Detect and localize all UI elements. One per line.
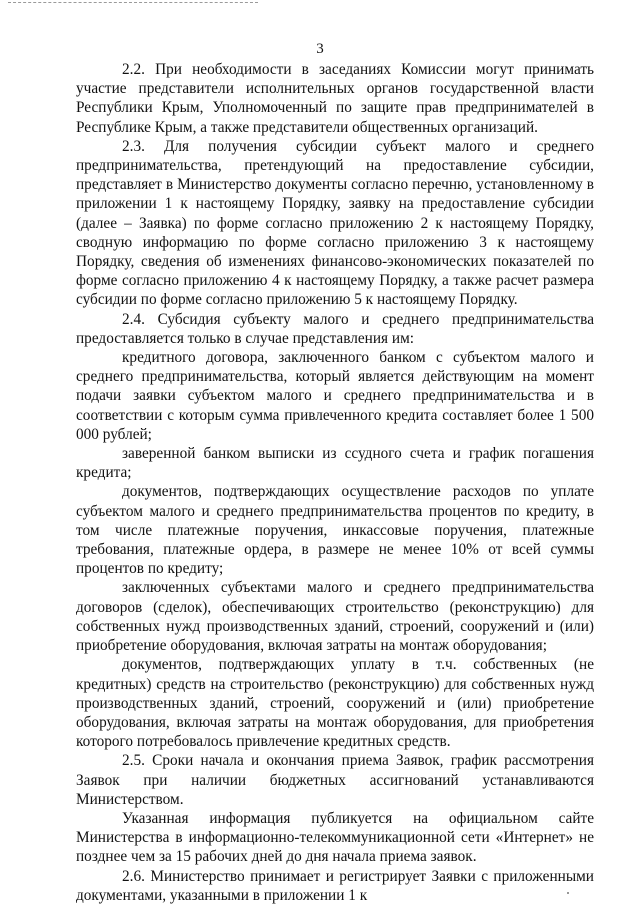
paragraph-2-2: 2.2. При необходимости в заседаниях Комиссии могут принимать участие представители исполнительных органов государственной власти Республики Крым, Уполномоченный по защите прав предпринимателей в Республике Крым, а также представители общественных организаций. <box>76 61 594 136</box>
list-item-credit-agreement: кредитного договора, заключенного банком с субъектом малого и среднего предпринимательства, который является действующим на момент подачи заявки субъектом малого и среднего предпринимательства и в соответствии с которым сумма привлеченного кредита составляет более 1 500 000 рублей; <box>76 349 594 443</box>
paragraph-2-4: 2.4. Субсидия субъекту малого и среднего предпринимательства предоставляется только в случае представления им: <box>76 310 594 347</box>
list-item-own-funds-documents: документов, подтверждающих уплату в т.ч. собственных (не кредитных) средств на строительство (реконструкцию) для собственных нужд производственных зданий, строений, сооружений и (или) приобретение оборудования, включая затраты на монтаж оборудования, для приобретения которого потребовалось привлечение кредитных средств. <box>76 656 594 751</box>
paragraph-2-3: 2.3. Для получения субсидии субъект малого и среднего предпринимательства, претендующий на предоставление субсидии, представляет в Министерство документы согласно перечню, установленному в приложении 1 к настоящему Порядку, заявку на предоставление субсидии (далее – Заявка) по форме согласно приложению 2 к настоящему Порядку, сводную информацию по форме согласно приложению 3 к настоящему Порядку, сведения об изменениях финансово-экономических показателей по форме согласно приложению 4 к настоящему Порядку, а также расчет размера субсидии по форме согласно приложению 5 к настоящему Порядку. <box>76 137 594 309</box>
document-body <box>76 60 594 905</box>
paragraph-2-5: 2.5. Сроки начала и окончания приема Заявок, график рассмотрения Заявок при наличии бюджетных ассигнований устанавливаются Министерством. <box>76 752 594 808</box>
paragraph-publication-info: Указанная информация публикуется на официальном сайте Министерства в информационно-телекоммуникационной сети «Интернет» не позднее чем за 15 рабочих дней до дня начала приема заявок. <box>76 809 594 866</box>
page-number: 3 <box>316 41 324 57</box>
list-item-bank-statement: заверенной банком выписки из ссудного счета и график погашения кредита; <box>76 445 594 482</box>
paragraph-2-6: 2.6. Министерство принимает и регистрирует Заявки с приложенными документами, указанными в приложении 1 к <box>76 867 594 904</box>
scan-edge-marks <box>8 2 258 5</box>
scan-dot-mark <box>567 892 569 894</box>
list-item-construction-contracts: заключенных субъектами малого и среднего предпринимательства договоров (сделок), обеспечивающих строительство (реконструкцию) для собственных нужд производственных зданий, строений, сооружений и (или) приобретение оборудования, включая затраты на монтаж оборудования; <box>76 579 594 655</box>
list-item-interest-documents: документов, подтверждающих осуществление расходов по уплате субъектом малого и среднего предпринимательства процентов по кредиту, в том числе платежные поручения, инкассовые поручения, платежные требования, платежные ордера, в размере не менее 10% от всей суммы процентов по кредиту; <box>76 483 594 578</box>
